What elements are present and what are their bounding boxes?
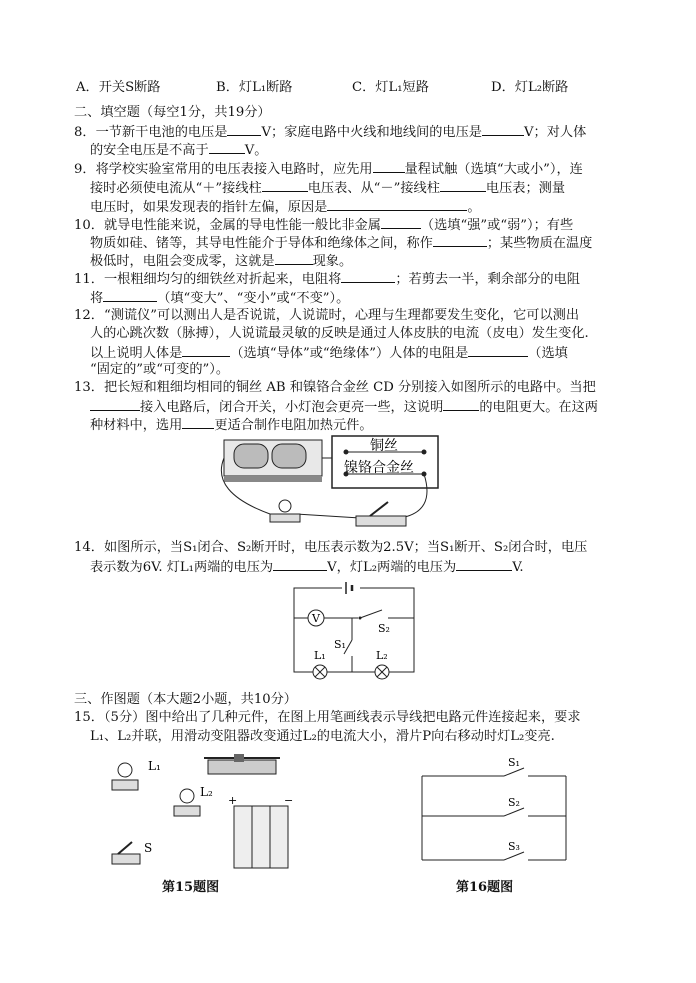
q9-text: 量程试触（选填“大或小”），连: [404, 162, 583, 177]
blank: [468, 342, 528, 357]
blank: [227, 121, 261, 136]
l1-label: L₁: [148, 759, 161, 773]
q15-line1: [74, 708, 581, 728]
lamp-icon: [270, 500, 300, 522]
q8-text: 的安全电压是不高于: [90, 143, 209, 158]
q10-text: （选填“强”或“弱”）；有些: [420, 218, 574, 233]
q12-text: 12．“测谎仪”可以测出人是否说谎，人说谎时，心理与生理都要发生变化，它可以测出: [74, 308, 580, 323]
fig13-circuit: [210, 432, 440, 536]
blank: [262, 177, 308, 192]
q9-text: 接时必须使电流从“＋”接线柱: [90, 181, 262, 196]
q11-text: （填“变大”、“变小”或“不变”）。: [157, 291, 350, 306]
q14-text: V，灯L₂两端的电压为: [327, 560, 457, 575]
lamp-l1-icon: [313, 665, 327, 679]
fig14-circuit: [290, 580, 420, 682]
blank: [182, 414, 214, 429]
blank: [443, 396, 479, 411]
l2-label: L₂: [376, 649, 388, 662]
q8-text: V。: [244, 143, 268, 158]
q13-line1: [74, 378, 596, 398]
q9-text: 电压表；测量: [485, 181, 566, 196]
voltmeter-label: V: [312, 612, 320, 625]
q9-text: 电压时，如果发现表的指针左偏，原因是: [90, 200, 328, 215]
blank: [327, 196, 467, 211]
blank: [103, 287, 157, 302]
q13-text: 的电阻更大。在这两: [479, 400, 598, 415]
q9-text: 。: [467, 200, 481, 215]
blank: [209, 139, 245, 154]
q10-text: 物质如硅、锗等，其导电性能介于导体和绝缘体之间，称作: [90, 236, 433, 251]
blank: [440, 177, 486, 192]
lamp-l1-icon: [112, 763, 138, 790]
q12-line4: [74, 360, 229, 380]
svg-text:−: −: [284, 794, 294, 807]
q14-text: V.: [512, 560, 524, 575]
q8-text: 8．一节新干电池的电压是: [74, 125, 228, 140]
blank: [433, 232, 487, 247]
blank: [182, 342, 230, 357]
q14-line1: [74, 538, 587, 558]
q15-text: 15．（5分）图中给出了几种元件，在图上用笔画线表示导线把电路元件连接起来，要求: [74, 710, 581, 725]
q9-text: 电压表、从“－”接线柱: [307, 181, 440, 196]
q13-text: 接入电路后，闭合开关，小灯泡会更亮一些，这说明: [140, 400, 444, 415]
blank: [275, 250, 313, 265]
q12-text: “固定的”或“可变的”）。: [90, 362, 230, 377]
q12-text: （选填“导体”或“绝缘体”）人体的电阻是: [230, 346, 469, 361]
rheostat-icon: [204, 754, 280, 774]
q15-text: L₁、L₂并联，用滑动变阻器改变通过L₂的电流大小，滑片P向右移动时灯L₂变亮.: [90, 729, 555, 744]
svg-text:+: +: [228, 794, 238, 807]
s1-label: S₁: [508, 756, 520, 769]
s2-label: S₂: [378, 622, 390, 635]
fig15-caption: 第15题图: [162, 880, 220, 895]
switch-s-icon: [112, 842, 140, 864]
section3-title: 三、作图题（本大题2小题，共10分）: [74, 692, 297, 707]
s-label: S: [144, 841, 153, 855]
option-b: B．灯L₁断路: [216, 80, 293, 95]
copper-label: 铜丝: [370, 438, 398, 454]
q14-text: 14．如图所示，当S₁闭合、S₂断开时，电压表示数为2.5V；当S₁断开、S₂闭合时，电压: [74, 540, 588, 555]
q11-text: 将: [90, 291, 104, 306]
l1-label: L₁: [314, 649, 326, 662]
nichrome-label: 镍铬合金丝: [344, 460, 414, 476]
s3-label: S₃: [508, 840, 520, 853]
q12-text: 以上说明人体是: [90, 346, 183, 361]
q8-text: V；家庭电路中火线和地线间的电压是: [261, 125, 482, 140]
option-c: C．灯L₁短路: [352, 80, 429, 95]
q10-text: ；某些物质在温度: [486, 236, 593, 251]
q14-line2: [74, 556, 524, 578]
q13-text: 13．把长短和粗细均相同的铜丝 AB 和镍铬合金丝 CD 分别接入如图所示的电路中。当把: [74, 380, 596, 395]
battery-icon: [228, 794, 293, 868]
q10-text: 极低时，电阻会变成零，这就是: [90, 254, 275, 269]
switch-icon: [356, 502, 406, 526]
fig15-components: [108, 754, 308, 874]
q10-text: 现象。: [312, 254, 353, 269]
option-d: D．灯L₂断路: [491, 80, 569, 95]
switch-s2-icon: [504, 808, 524, 816]
blank: [373, 158, 405, 173]
q11-text: ；若剪去一半，剩余部分的电阻: [395, 272, 580, 287]
q12-text: 人的心跳次数（脉搏），人说谎最灵敏的反映是通过人体皮肤的电流（皮电）发生变化.: [90, 326, 589, 341]
q11-text: 11．一根粗细均匀的细铁丝对折起来，电阻将: [74, 272, 342, 287]
q15-line2: [74, 727, 555, 747]
blank: [456, 556, 512, 571]
q8-text: V；对人体: [523, 125, 587, 140]
battery-icon: [224, 440, 322, 482]
blank: [341, 268, 395, 283]
fig16-circuit: [418, 756, 570, 868]
q14-text: 表示数为6V. 灯L₁两端的电压为: [90, 560, 274, 575]
blank: [482, 121, 524, 136]
blank: [273, 556, 327, 571]
q10-text: 10．就导电性能来说，金属的导电性能一般比非金属: [74, 218, 381, 233]
s1-label: S₁: [334, 638, 346, 651]
q13-text: 种材料中，选用: [90, 418, 183, 433]
lamp-l2-icon: [174, 789, 200, 816]
option-a: A．开关S断路: [76, 80, 161, 95]
q13-text: 更适合制作电阻加热元件。: [214, 418, 373, 433]
switch-s1-icon: [504, 768, 524, 776]
q12-line2: [74, 324, 589, 344]
blank: [381, 214, 421, 229]
s2-label: S₂: [508, 796, 520, 809]
q9-text: 9．将学校实验室常用的电压表接入电路时，应先用: [74, 162, 373, 177]
q12-line1: [74, 306, 579, 326]
lamp-l2-icon: [375, 665, 389, 679]
q12-text: （选填: [528, 346, 568, 361]
fig16-caption: 第16题图: [456, 880, 514, 895]
switch-s3-icon: [504, 852, 524, 860]
section2-title: 二、填空题（每空1分，共19分）: [74, 105, 271, 120]
l2-label: L₂: [200, 785, 213, 799]
blank: [90, 396, 140, 411]
